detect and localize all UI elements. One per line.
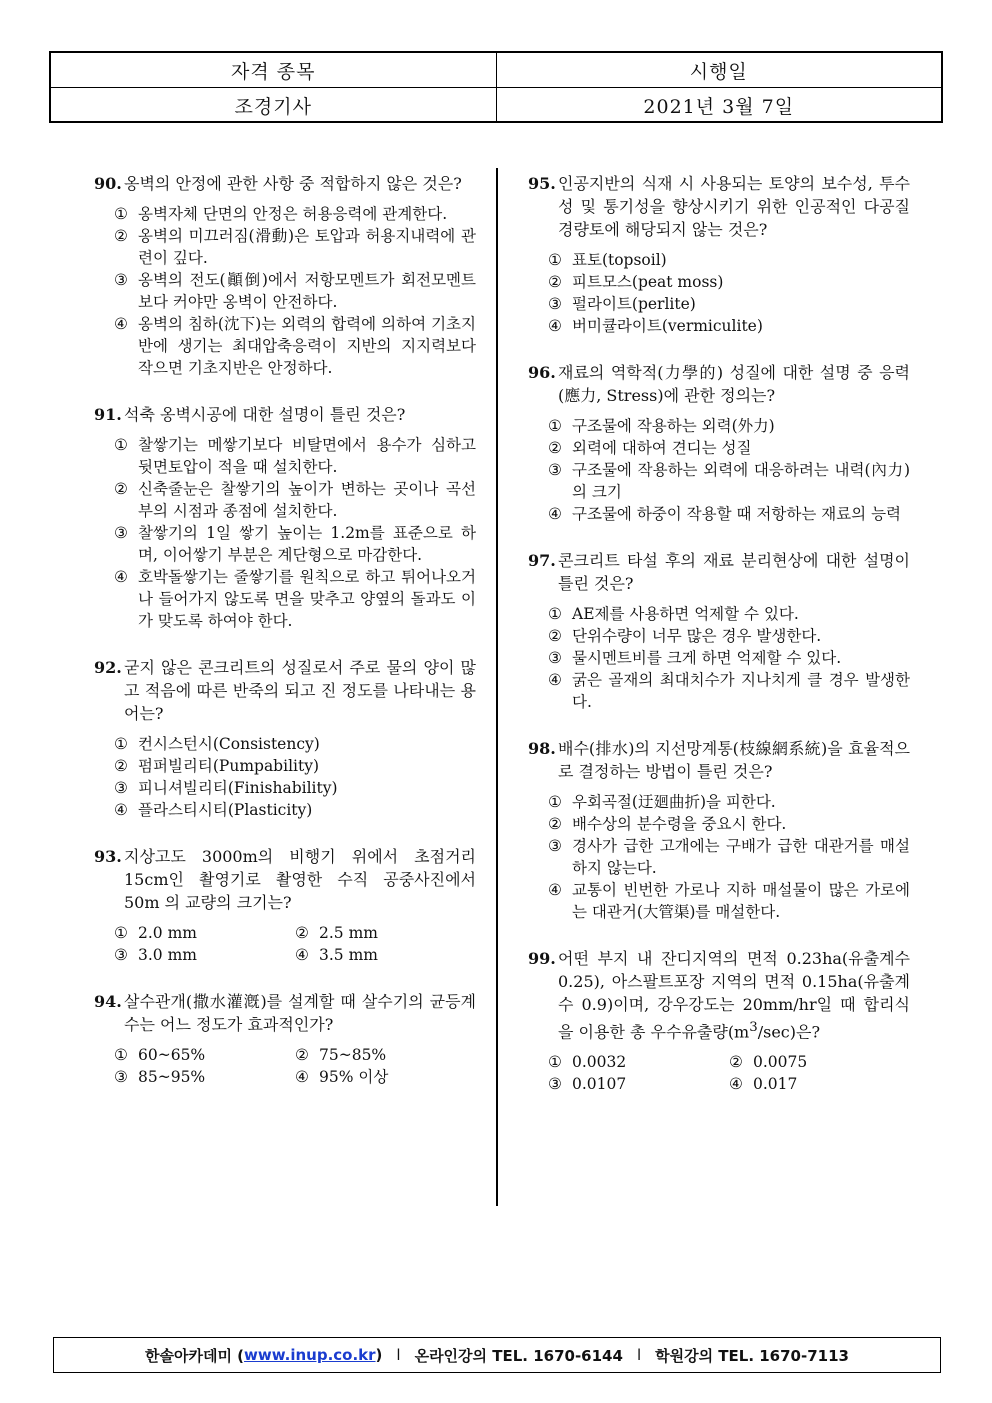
answer-options — [528, 249, 910, 337]
option-text: 경사가 급한 고개에는 구배가 급한 대관거를 매설하지 않는다. — [572, 837, 910, 877]
question-block — [94, 656, 476, 821]
option-marker: ④ — [548, 881, 562, 899]
answer-option[interactable] — [548, 669, 910, 713]
footer-url-link[interactable]: www.inup.co.kr — [244, 1346, 376, 1364]
answer-option[interactable] — [548, 503, 910, 525]
answer-option[interactable] — [548, 249, 910, 271]
answer-option[interactable] — [114, 1066, 295, 1088]
option-marker: ③ — [548, 461, 562, 479]
option-text: 60~65% — [138, 1046, 206, 1064]
question-number: 96. — [528, 363, 556, 382]
question-text-part: /sec)은? — [757, 1022, 821, 1042]
question-number: 93. — [94, 847, 122, 866]
option-text: 구조물에 작용하는 외력에 대응하려는 내력(內力)의 크기 — [572, 461, 910, 501]
answer-option[interactable] — [548, 603, 910, 625]
option-marker: ① — [114, 924, 128, 942]
option-text: 85~95% — [138, 1068, 206, 1086]
option-text: 우회곡절(迂廻曲折)을 피한다. — [572, 793, 776, 811]
footer-separator: l — [396, 1346, 401, 1364]
option-marker: ② — [114, 480, 128, 498]
option-marker: ② — [548, 815, 562, 833]
question-block — [94, 403, 476, 632]
question-number: 90. — [94, 174, 122, 193]
left-column — [94, 172, 476, 1112]
answer-options — [94, 203, 476, 379]
question-block — [528, 737, 910, 923]
option-marker: ① — [114, 205, 128, 223]
question-text: 재료의 역학적(力學的) 성질에 대한 설명 중 응력(應力, Stress)에 관한 정의는? — [558, 363, 910, 405]
option-marker: ② — [114, 227, 128, 245]
option-text: 구조물에 작용하는 외력(外力) — [572, 417, 775, 435]
option-text: 피트모스(peat moss) — [572, 273, 724, 291]
option-text: 75~85% — [319, 1046, 387, 1064]
option-text: 단위수량이 너무 많은 경우 발생한다. — [572, 627, 822, 645]
answer-option[interactable] — [114, 733, 476, 755]
option-text: 0.0032 — [572, 1053, 627, 1072]
option-text: 95% 이상 — [319, 1068, 389, 1086]
right-column — [528, 172, 910, 1119]
option-text: 펄라이트(perlite) — [572, 295, 696, 313]
option-marker: ① — [548, 793, 562, 811]
option-text: 피니셔빌리티(Finishability) — [138, 779, 338, 797]
question-text: 콘크리트 타설 후의 재료 분리현상에 대한 설명이 틀린 것은? — [558, 551, 910, 593]
header-label-exam-date: 시행일 — [496, 53, 942, 87]
option-text: 호박돌쌓기는 줄쌓기를 원칙으로 하고 튀어나오거나 들어가지 않도록 면을 맞추고 양옆의 돌과도 이가 맞도록 하여야 한다. — [138, 568, 476, 630]
header-table — [49, 51, 943, 123]
option-marker: ① — [548, 417, 562, 435]
answer-option[interactable] — [114, 225, 476, 269]
option-marker: ③ — [114, 946, 128, 964]
answer-option[interactable] — [295, 1044, 476, 1066]
header-value-qualification: 조경기사 — [234, 95, 312, 118]
answer-option[interactable] — [548, 835, 910, 879]
question-number: 95. — [528, 174, 556, 193]
answer-option[interactable] — [548, 647, 910, 669]
option-text: 찰쌓기는 메쌓기보다 비탈면에서 용수가 심하고 뒷면토압이 적을 때 설치한다. — [138, 436, 476, 476]
question-block — [528, 947, 910, 1095]
option-marker: ① — [114, 1046, 128, 1064]
question-number: 98. — [528, 739, 556, 758]
question-text: 굳지 않은 콘크리트의 성질로서 주로 물의 양이 많고 적음에 따른 반죽의 되고 진 정도를 나타내는 용어는? — [124, 658, 476, 723]
option-text: 0.0107 — [572, 1075, 627, 1094]
option-marker: ② — [295, 1046, 309, 1064]
answer-options-grid — [528, 1051, 910, 1095]
option-text: 버미큘라이트(vermiculite) — [572, 317, 763, 335]
question-text: 인공지반의 식재 시 사용되는 토양의 보수성, 투수성 및 통기성을 향상시키기 위한 인공적인 다공질 경량토에 해당되지 않는 것은? — [558, 174, 910, 239]
option-marker: ③ — [114, 779, 128, 797]
option-marker: ③ — [548, 837, 562, 855]
answer-option[interactable] — [114, 478, 476, 522]
answer-option[interactable] — [295, 1066, 476, 1088]
option-text: 구조물에 하중이 작용할 때 저항하는 재료의 능력 — [572, 505, 902, 523]
footer-separator: l — [636, 1346, 642, 1364]
question-number: 94. — [94, 992, 122, 1011]
answer-option[interactable] — [548, 813, 910, 835]
question-number: 91. — [94, 405, 122, 424]
option-text: 2.5 mm — [319, 924, 378, 942]
footer-offline-tel: 학원강의 TEL. 1670-7113 — [655, 1346, 849, 1365]
answer-option[interactable] — [548, 879, 910, 923]
option-text: 3.0 mm — [138, 946, 197, 964]
option-marker: ③ — [548, 295, 562, 313]
answer-option[interactable] — [729, 1051, 910, 1073]
answer-option[interactable] — [114, 522, 476, 566]
question-head — [94, 656, 476, 725]
answer-option[interactable] — [114, 777, 476, 799]
header-label-row — [51, 53, 941, 87]
option-text: 외력에 대하여 견디는 성질 — [572, 439, 752, 457]
question-number: 92. — [94, 658, 122, 677]
footer-close-paren: ) — [375, 1346, 383, 1364]
question-text-part: 어떤 부지 내 잔디지역의 면적 0.23ha(유출계수 0.25), 아스팔트포장 지역의 면적 0.15ha(유출계수 0.9)이며, 강우강도는 20mm/hr일 때 합리식을 이용한 총 우수유출량(m — [558, 949, 910, 1042]
footer-online-tel: 온라인강의 TEL. 1670-6144 — [414, 1346, 623, 1365]
option-text: 표토(topsoil) — [572, 251, 667, 269]
question-head — [94, 403, 476, 426]
option-text: 컨시스턴시(Consistency) — [138, 735, 320, 753]
answer-option[interactable] — [548, 1051, 729, 1073]
option-marker: ① — [548, 605, 562, 623]
option-marker: ④ — [548, 317, 562, 335]
option-marker: ③ — [114, 1068, 128, 1086]
answer-option[interactable] — [295, 922, 476, 944]
option-marker: ① — [548, 251, 562, 269]
answer-option[interactable] — [548, 1073, 729, 1095]
answer-options — [94, 434, 476, 632]
option-text: 펌퍼빌리티(Pumpability) — [138, 757, 320, 775]
option-marker: ② — [548, 273, 562, 291]
option-text: 찰쌓기의 1일 쌓기 높이는 1.2m를 표준으로 하며, 이어쌓기 부분은 계단형으로 마감한다. — [138, 524, 476, 564]
option-text: 굵은 골재의 최대치수가 지나치게 클 경우 발생한다. — [572, 671, 910, 711]
option-text: 옹벽의 침하(沈下)는 외력의 합력에 의하여 기초지반에 생기는 최대압축응력이 지반의 지지력보다 작으면 기초지반은 안정하다. — [138, 315, 476, 377]
answer-option[interactable] — [295, 944, 476, 966]
answer-option[interactable] — [548, 625, 910, 647]
answer-option[interactable] — [114, 1044, 295, 1066]
option-marker: ② — [548, 439, 562, 457]
answer-option[interactable] — [114, 434, 476, 478]
question-number: 99. — [528, 949, 556, 968]
option-marker: ② — [295, 924, 309, 942]
option-marker: ④ — [114, 568, 128, 586]
answer-option[interactable] — [114, 944, 295, 966]
question-text: 배수(排水)의 지선망계통(枝線網系統)을 효율적으로 결정하는 방법이 틀린 것은? — [558, 739, 910, 781]
option-marker: ② — [729, 1053, 743, 1072]
option-marker: ② — [114, 757, 128, 775]
option-text: 옹벽자체 단면의 안정은 허용응력에 관계한다. — [138, 205, 448, 223]
option-marker: ③ — [548, 649, 562, 667]
option-text: 교통이 빈번한 가로나 지하 매설물이 많은 가로에는 대관거(大管渠)를 매설한다. — [572, 881, 910, 921]
answer-options — [528, 603, 910, 713]
option-text: 배수상의 분수령을 중요시 한다. — [572, 815, 787, 833]
answer-options — [94, 733, 476, 821]
answer-option[interactable] — [548, 315, 910, 337]
option-marker: ④ — [729, 1075, 743, 1094]
answer-option[interactable] — [548, 415, 910, 437]
question-head — [528, 361, 910, 407]
question-block — [94, 172, 476, 379]
question-head — [528, 549, 910, 595]
option-text: 옹벽의 전도(顚倒)에서 저항모멘트가 회전모멘트보다 커야만 옹벽이 안전하다. — [138, 271, 476, 311]
question-text: 옹벽의 안정에 관한 사항 중 적합하지 않은 것은? — [124, 174, 462, 193]
question-text — [558, 947, 910, 1043]
question-head — [94, 172, 476, 195]
option-marker: ④ — [548, 671, 562, 689]
option-text: 플라스티시티(Plasticity) — [138, 801, 313, 819]
question-head — [528, 737, 910, 783]
question-block — [528, 549, 910, 713]
answer-option[interactable] — [548, 459, 910, 503]
answer-option[interactable] — [114, 313, 476, 379]
option-text: 3.5 mm — [319, 946, 378, 964]
option-text: 물시멘트비를 크게 하면 억제할 수 있다. — [572, 649, 842, 667]
question-text: 지상고도 3000m의 비행기 위에서 초점거리 15cm인 촬영기로 촬영한 수직 공중사진에서 50m 의 교량의 크기는? — [124, 847, 476, 912]
column-divider — [496, 168, 498, 1206]
option-text: 2.0 mm — [138, 924, 197, 942]
answer-options-grid — [94, 922, 476, 966]
option-marker: ② — [548, 627, 562, 645]
answer-option[interactable] — [729, 1073, 910, 1095]
option-marker: ③ — [548, 1075, 562, 1094]
option-marker: ① — [114, 436, 128, 454]
question-number: 97. — [528, 551, 556, 570]
option-marker: ① — [114, 735, 128, 753]
question-block — [94, 845, 476, 966]
question-head — [94, 990, 476, 1036]
answer-option[interactable] — [114, 269, 476, 313]
option-marker: ① — [548, 1053, 562, 1072]
option-text: 0.0075 — [753, 1053, 808, 1072]
option-marker: ④ — [295, 1068, 309, 1086]
answer-options-grid — [94, 1044, 476, 1088]
answer-option[interactable] — [114, 922, 295, 944]
answer-option[interactable] — [114, 799, 476, 821]
answer-options — [528, 415, 910, 525]
option-marker: ④ — [114, 315, 128, 333]
option-text: 옹벽의 미끄러짐(滑動)은 토압과 허용지내력에 관련이 깊다. — [138, 227, 476, 267]
footer-academy: 한솔아카데미 ( — [145, 1346, 245, 1365]
header-value-exam-date: 2021년 3월 7일 — [496, 88, 942, 122]
option-text: AE제를 사용하면 억제할 수 있다. — [572, 605, 799, 623]
question-block — [94, 990, 476, 1088]
header-value-row — [51, 87, 941, 122]
option-marker: ④ — [548, 505, 562, 523]
option-marker: ④ — [295, 946, 309, 964]
answer-option[interactable] — [548, 271, 910, 293]
option-text: 0.017 — [753, 1075, 798, 1094]
header-label-qualification: 자격 종목 — [231, 60, 316, 83]
question-head — [94, 845, 476, 914]
answer-option[interactable] — [114, 203, 476, 225]
question-head — [528, 947, 910, 1043]
answer-options — [528, 791, 910, 923]
question-block — [528, 172, 910, 337]
option-marker: ③ — [114, 524, 128, 542]
question-text-superscript: 3 — [749, 1020, 758, 1035]
question-head — [528, 172, 910, 241]
answer-option[interactable] — [114, 566, 476, 632]
question-text: 석축 옹벽시공에 대한 설명이 틀린 것은? — [124, 405, 406, 424]
answer-option[interactable] — [548, 791, 910, 813]
option-text: 신축줄눈은 찰쌓기의 높이가 변하는 곳이나 곡선부의 시점과 종점에 설치한다. — [138, 480, 476, 520]
footer — [53, 1337, 941, 1373]
option-marker: ④ — [114, 801, 128, 819]
option-marker: ③ — [114, 271, 128, 289]
answer-option[interactable] — [548, 293, 910, 315]
question-text: 살수관개(撒水灌漑)를 설계할 때 살수기의 균등계수는 어느 정도가 효과적인가? — [124, 992, 476, 1034]
question-block — [528, 361, 910, 525]
answer-option[interactable] — [114, 755, 476, 777]
answer-option[interactable] — [548, 437, 910, 459]
